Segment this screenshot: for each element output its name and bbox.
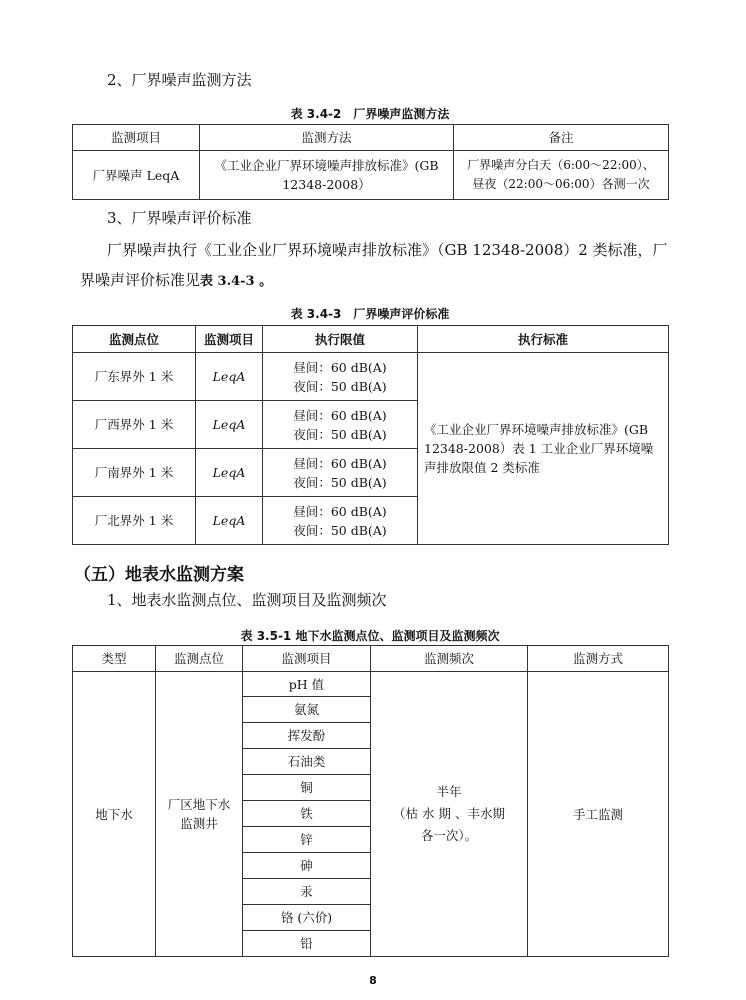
heading-surface-water-points: 1、地表水监测点位、监测项目及监测频次 [107,591,387,609]
header-standard: 执行标准 [418,326,669,353]
heading-noise-method: 2、厂界噪声监测方法 [107,71,252,89]
cell-method: 手工监测 [528,672,669,957]
header-item: 监测项目 [73,125,200,151]
cell-item: 铬 (六价) [243,905,371,931]
heading-noise-standard: 3、厂界噪声评价标准 [107,209,252,227]
header-item: 监测项目 [243,646,371,672]
cell-item: 挥发酚 [243,723,371,749]
cell-item: 氨氮 [243,697,371,723]
limit-night: 夜间：50 dB(A) [293,474,387,490]
cell-type: 地下水 [73,672,156,957]
paragraph-line2 [80,270,272,292]
point-line1: 厂区地下水 [167,797,231,812]
cell-limit [263,401,418,449]
cell-item: 锌 [243,827,371,853]
limit-night: 夜间：50 dB(A) [293,522,387,538]
table-reference: 表 3.4-3 。 [200,274,273,289]
cell-point: 厂南界外 1 米 [73,449,196,497]
limit-night: 夜间：50 dB(A) [293,378,387,394]
cell-frequency [371,672,528,957]
page-number: 8 [369,974,377,987]
limit-day: 昼间：60 dB(A) [293,407,387,423]
limit-day: 昼间：60 dB(A) [293,359,387,375]
table-groundwater-monitoring [72,645,669,957]
method-line1: 《工业企业厂界环境噪声排放标准》(GB [214,158,439,173]
header-type: 类型 [73,646,156,672]
header-frequency: 监测频次 [371,646,528,672]
frequency-line3: 各一次）。 [420,828,478,843]
header-method: 监测方式 [528,646,669,672]
cell-item: 砷 [243,853,371,879]
cell-method [200,151,454,200]
section-heading-surface-water: （五）地表水监测方案 [74,565,244,585]
cell-item: 铁 [243,801,371,827]
table-noise-method [72,124,669,200]
paragraph-line2-text: 界噪声评价标准见 [80,271,201,289]
note-line1: 厂界噪声分白天（6:00～22:00）、 [467,158,655,172]
point-line2: 监测井 [180,816,218,831]
limit-day: 昼间：60 dB(A) [293,455,387,471]
cell-limit [263,449,418,497]
table-row [73,672,669,697]
header-point: 监测点位 [73,326,196,353]
cell-point: 厂东界外 1 米 [73,353,196,401]
cell-item: LeqA [196,497,263,545]
frequency-line1: 半年 [436,784,462,799]
cell-limit [263,353,418,401]
cell-item: 厂界噪声 LeqA [73,151,200,200]
method-line2: 12348-2008） [282,177,371,192]
cell-note [454,151,669,200]
header-limit: 执行限值 [263,326,418,353]
limit-day: 昼间：60 dB(A) [293,503,387,519]
header-note: 备注 [454,125,669,151]
table-3-4-2-caption: 表 3.4-2 厂界噪声监测方法 [290,107,450,121]
header-method: 监测方法 [200,125,454,151]
cell-point: 厂北界外 1 米 [73,497,196,545]
cell-item: 石油类 [243,749,371,775]
cell-point [156,672,243,957]
table-noise-standard [72,325,669,545]
paragraph-line1: 厂界噪声执行《工业企业厂界环境噪声排放标准》（GB 12348-2008）2 类标准，厂 [107,241,668,259]
cell-limit [263,497,418,545]
cell-item: LeqA [196,449,263,497]
cell-item: 铅 [243,931,371,957]
table-row [73,353,669,401]
cell-item: LeqA [196,353,263,401]
cell-item: 汞 [243,879,371,905]
limit-night: 夜间：50 dB(A) [293,426,387,442]
header-point: 监测点位 [156,646,243,672]
cell-standard: 《工业企业厂界环境噪声排放标准》(GB 12348-2008）表 1 工业企业厂界环境噪声排放限值 2 类标准 [418,353,669,545]
table-3-4-3-caption: 表 3.4-3 厂界噪声评价标准 [290,307,450,321]
table-3-5-1-caption: 表 3.5-1 地下水监测点位、监测项目及监测频次 [240,629,500,643]
header-item: 监测项目 [196,326,263,353]
cell-item: 铜 [243,775,371,801]
cell-point: 厂西界外 1 米 [73,401,196,449]
note-line2: 昼夜（22:00～06:00）各测一次 [472,177,650,191]
table-row [73,151,669,200]
cell-item: pH 值 [243,672,371,697]
frequency-line2: （枯 水 期 、丰水期 [393,806,505,821]
cell-item: LeqA [196,401,263,449]
